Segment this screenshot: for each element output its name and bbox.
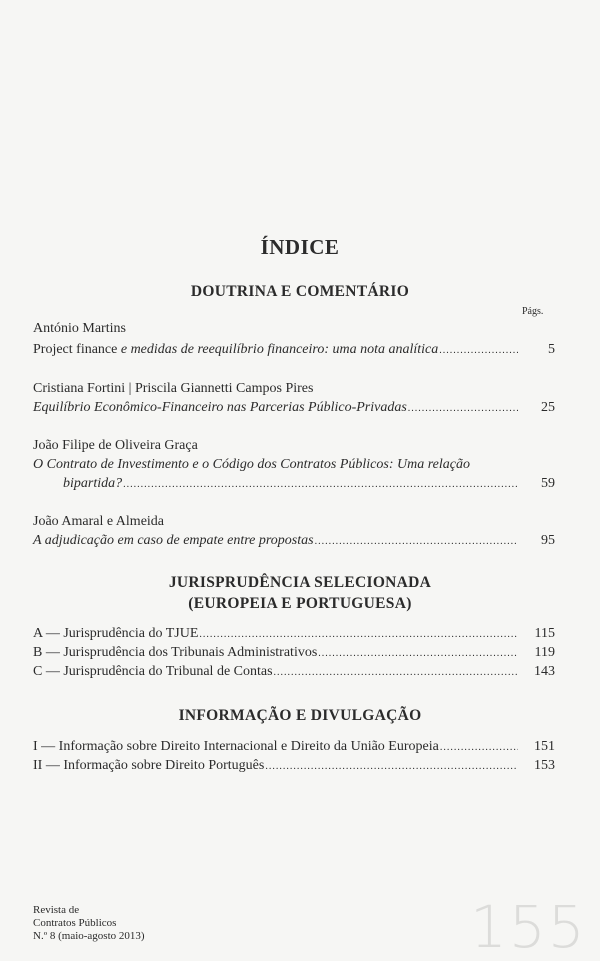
toc-entry[interactable] [33, 645, 555, 661]
page-number: 115 [534, 626, 555, 641]
entry-title: A — Jurisprudência do TJUE [33, 626, 199, 641]
entry-title: II — Informação sobre Direito Português [33, 758, 265, 773]
section-heading-line2: (EUROPEIA E PORTUGUESA) [188, 595, 412, 612]
section-heading-informacao: INFORMAÇÃO E DIVULGAÇÃO [178, 707, 422, 724]
dot-leader [265, 761, 518, 772]
dot-leader [274, 667, 518, 678]
toc-entry[interactable] [33, 342, 555, 358]
pages-column-label: Págs. [522, 306, 544, 317]
toc-entry[interactable] [33, 758, 555, 774]
section-heading-jurisprudencia [0, 572, 600, 614]
folio-page-number: 155 [470, 893, 587, 961]
toc-entry[interactable] [33, 739, 555, 755]
dot-leader [123, 479, 518, 490]
page-number: 95 [541, 533, 555, 548]
toc-entry[interactable] [33, 626, 555, 642]
toc-entry[interactable] [33, 664, 555, 680]
entry-title-line1[interactable]: O Contrato de Investimento e o Código dos Contratos Públicos: Uma relação [33, 457, 470, 472]
page-number: 151 [534, 739, 555, 754]
entry-title: C — Jurisprudência do Tribunal de Contas [33, 664, 273, 679]
author-name: João Amaral e Almeida [33, 514, 165, 529]
entry-title: Equilíbrio Econômico-Financeiro nas Parcerias Público-Privadas [33, 400, 407, 415]
page-number: 5 [548, 342, 555, 357]
page-number: 25 [541, 400, 555, 415]
toc-entry[interactable] [33, 533, 555, 549]
dot-leader [439, 345, 518, 356]
toc-entry[interactable] [33, 400, 555, 416]
page-number: 59 [541, 476, 555, 491]
entry-title: B — Jurisprudência dos Tribunais Administrativos [33, 645, 318, 660]
footer-line: Revista de [33, 904, 80, 916]
author-name: Cristiana Fortini | Priscila Giannetti Campos Pires [33, 381, 314, 396]
entry-title-plain: Project finance [33, 342, 118, 357]
footer-journal [33, 904, 145, 943]
author-name: António Martins [33, 321, 126, 336]
dot-leader [315, 536, 518, 547]
footer-line: N.º 8 (maio-agosto 2013) [33, 930, 145, 942]
page-number: 143 [534, 664, 555, 679]
section-heading-line1: JURISPRUDÊNCIA SELECIONADA [168, 574, 432, 591]
section-heading-doutrina: DOUTRINA E COMENTÁRIO [190, 283, 410, 300]
page-title: ÍNDICE [260, 235, 340, 259]
page-number: 119 [534, 645, 555, 660]
dot-leader [318, 648, 518, 659]
footer-line: Contratos Públicos [33, 917, 117, 929]
entry-title [33, 342, 438, 358]
dot-leader [408, 403, 518, 414]
author-name: João Filipe de Oliveira Graça [33, 438, 198, 453]
dot-leader [199, 629, 518, 640]
entry-title-italic: e medidas de reequilíbrio financeiro: uma nota analítica [117, 342, 439, 357]
page-number: 153 [534, 758, 555, 773]
dot-leader [440, 742, 518, 753]
toc-entry[interactable] [63, 476, 555, 492]
entry-title: A adjudicação em caso de empate entre propostas [33, 533, 314, 548]
entry-title: I — Informação sobre Direito Internacional e Direito da União Europeia [33, 739, 439, 754]
entry-title-line2: bipartida? [63, 476, 123, 491]
